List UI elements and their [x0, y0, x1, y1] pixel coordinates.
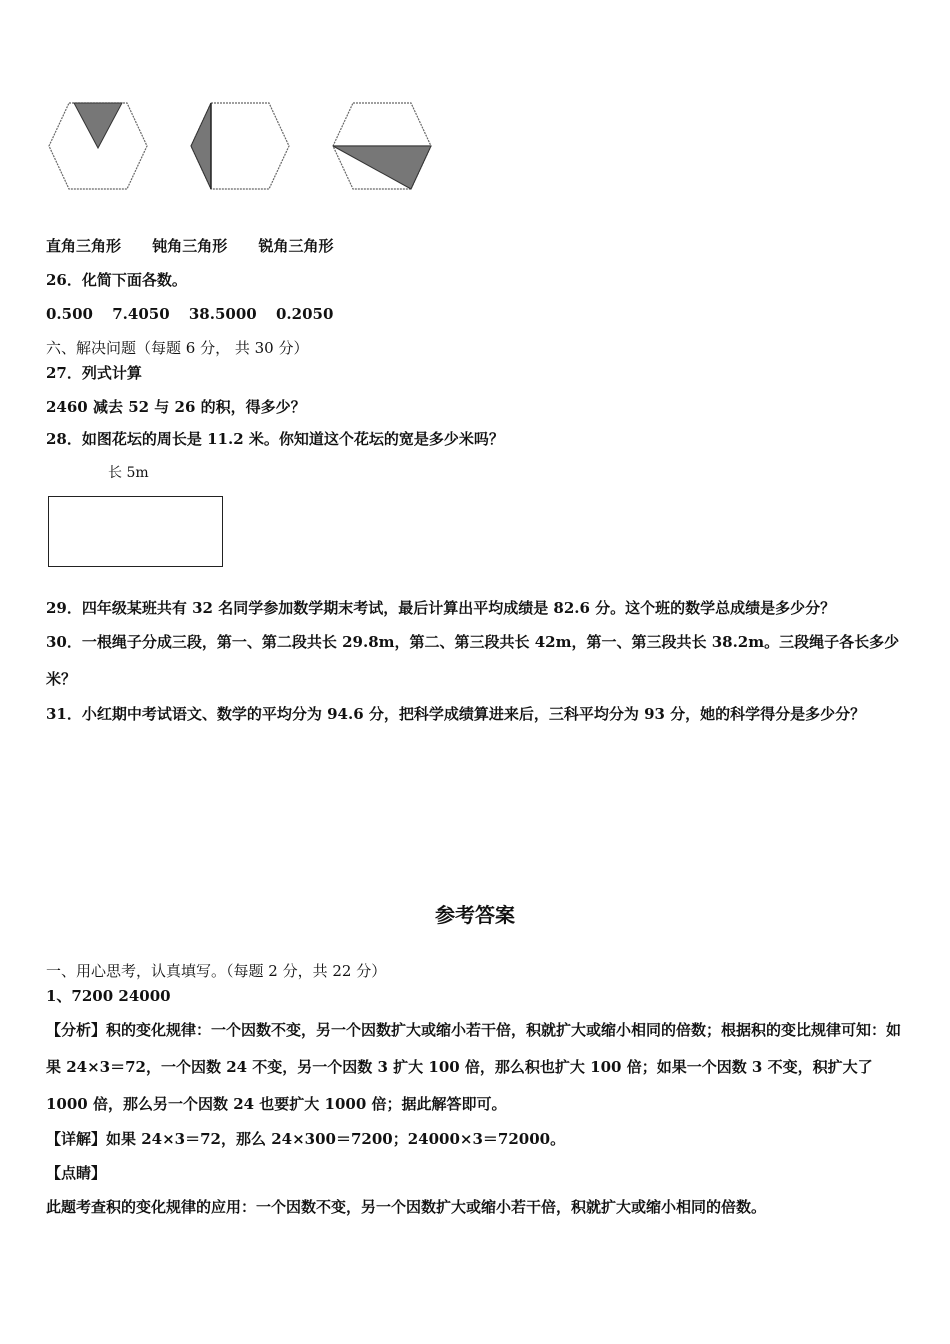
hexagon-2 [191, 103, 289, 189]
q30-text: 30．一根绳子分成三段，第一、第二段共长 29.8m，第二、第三段共长 42m，第一、第三段共长 38.2m。三段绳子各长多少米？ [46, 633, 900, 688]
hexagon-figures [44, 96, 444, 196]
answer-1-comment-title: 【点睛】 [46, 1164, 107, 1182]
hexagon-3 [333, 103, 431, 189]
label-obtuse-triangle: 钝角三角形 [152, 237, 228, 255]
q26-number: 0.500 [46, 305, 93, 323]
q28-title: 28．如图花坛的周长是 11.2 米。你知道这个花坛的宽是多少米吗？ [46, 430, 504, 448]
section6-title: 六、解决问题（每题 6 分， 共 30 分） [46, 339, 309, 357]
q26-title: 26．化简下面各数。 [46, 271, 187, 289]
q27-title: 27．列式计算 [46, 364, 142, 382]
q26-number: 38.5000 [188, 305, 257, 323]
label-acute-triangle: 锐角三角形 [258, 237, 334, 255]
label-right-triangle: 直角三角形 [46, 237, 122, 255]
answer-1-analysis: 【分析】积的变化规律：一个因数不变，另一个因数扩大或缩小若干倍，积就扩大或缩小相同的倍数；根据积的变比规律可知：如果 24×3＝72，一个因数 24 不变，另一个因数 3 扩大 100 倍，那么积也扩大 100 倍；如果一个因数 3 不变，积扩大了 1000 倍，那么另一个因数 24 也要扩大 1000 倍；据此解答即可。 [46, 1021, 902, 1113]
q31-text: 31．小红期中考试语文、数学的平均分为 94.6 分，把科学成绩算进来后，三科平均分为 93 分，她的科学得分是多少分？ [46, 705, 866, 723]
answer-1-comment: 此题考查积的变化规律的应用：一个因数不变，另一个因数扩大或缩小若干倍，积就扩大或缩小相同的倍数。 [46, 1198, 767, 1216]
hexagon-1 [49, 103, 147, 189]
answers-title: 参考答案 [435, 903, 515, 927]
q26-number: 7.4050 [112, 305, 170, 323]
answer-1-detail: 【详解】如果 24×3＝72，那么 24×300＝7200；24000×3＝72000。 [46, 1130, 566, 1148]
answers-section1: 一、用心思考，认真填写。（每题 2 分，共 22 分） [46, 962, 387, 980]
flowerbed-rectangle [48, 496, 223, 567]
q29-text: 29．四年级某班共有 32 名同学参加数学期末考试，最后计算出平均成绩是 82.6 分。这个班的数学总成绩是多少分？ [46, 599, 836, 617]
triangle-labels [46, 236, 360, 256]
flowerbed-length-label: 长 5m [108, 465, 149, 481]
answer-1: 1、7200 24000 [46, 987, 171, 1005]
q26-numbers [46, 304, 347, 324]
q27-body: 2460 减去 52 与 26 的积，得多少？ [46, 398, 306, 416]
q26-number: 0.2050 [275, 305, 334, 323]
